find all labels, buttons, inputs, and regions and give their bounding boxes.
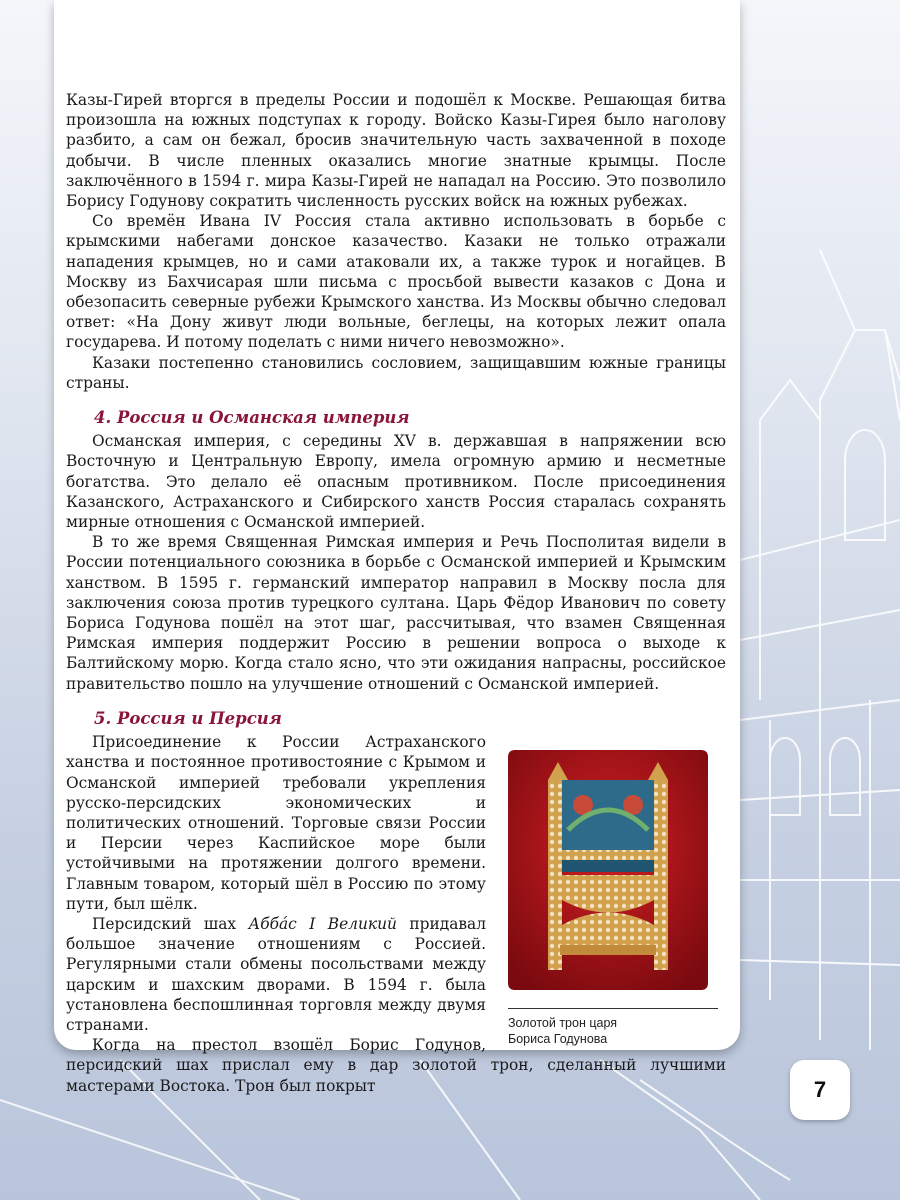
- shah-name: Абба́с I Великий: [248, 914, 397, 933]
- paragraph: Присоединение к России Астраханского ханства и постоянное противостояние с Крымом и Османской империей требовали укрепления русско-персидских экономических и политических отношений. Торговые связи России и Персии через Каспийское море были устойчивыми на протяжении долгого времени. Главным товаром, который шёл в Россию по этому пути, был шёлк.: [66, 733, 486, 913]
- section-heading-ottoman: 4. Россия и Османская империя: [94, 408, 410, 428]
- paragraph: Османская империя, с середины XV в. державшая в напряжении всю Восточную и Центральную Европу, имела огромную армию и несметные богатства. Это делало её опасным противником. После присоединения Казанского, Астраханского и Сибирского ханств Россия старалась сохранять мирные отношения с Османской империей.: [66, 432, 726, 532]
- caption-rule: [508, 1008, 718, 1009]
- paragraph: В то же время Священная Римская империя и Речь Посполитая видели в России потенциального союзника в борьбе с Османской империей и Крымским ханством. В 1595 г. германский император направил в Москву посла для заключения союза против турецкого султана. Царь Фёдор Иванович по совету Бориса Годунова пошёл на этот шаг, рассчитывая, что взамен Священная Римская империя поддержит Россию в решении вопроса о выходе к Балтийскому морю. Когда стало ясно, что эти ожидания напрасны, российское правительство пошло на улучшение отношений с Османской империей.: [66, 533, 726, 693]
- figure-caption: Золотой трон царя Бориса Годунова: [508, 1016, 618, 1047]
- section-heading-persia: 5. Россия и Персия: [94, 708, 282, 728]
- paragraph: Когда на престол взошёл Борис Годунов, персидский шах прислал ему в дар золотой трон, сделанный лучшими мастерами Востока. Трон был покрыт: [66, 1036, 726, 1095]
- throne-figure: [508, 750, 726, 1047]
- paragraph: Со времён Ивана IV Россия стала активно использовать в борьбе с крымскими набегами донское казачество. Казаки не только отражали нападения крымцев, но и сами атаковали их, а также турок и ногайцев. В Москву из Бахчисарая шли письма с просьбой вывести казаков с Дона и обезопасить северные рубежи Крымского ханства. Из Москвы обычно следовал ответ: «На Дону живут люди вольные, беглецы, на которых лежит опала государева. И потому поделать с ними ничего невозможно».: [66, 212, 726, 352]
- paragraph: Казаки постепенно становились сословием, защищавшим южные границы страны.: [66, 353, 726, 392]
- paragraph: Персидский шах Абба́с I Великий придавал большое значение отношениям с Россией. Регулярными стали обмены посольствами между царским и шахским дворами. В 1594 г. была установлена беспошлинная торговля между двумя странами.: [66, 914, 486, 1034]
- page-number: 7: [790, 1060, 850, 1120]
- text-column: [66, 90, 726, 1096]
- paragraph: Казы-Гирей вторгся в пределы России и подошёл к Москве. Решающая битва произошла на южных подступах к городу. Войско Казы-Гирея было наголову разбито, а сам он бежал, бросив значительную часть захваченной в походе добычи. В числе пленных оказались многие знатные крымцы. После заключённого в 1594 г. мира Казы-Гирей не нападал на Россию. Это позволило Борису Годунову сократить численность русских войск на южных рубежах.: [66, 91, 726, 211]
- throne-photo: [508, 750, 708, 990]
